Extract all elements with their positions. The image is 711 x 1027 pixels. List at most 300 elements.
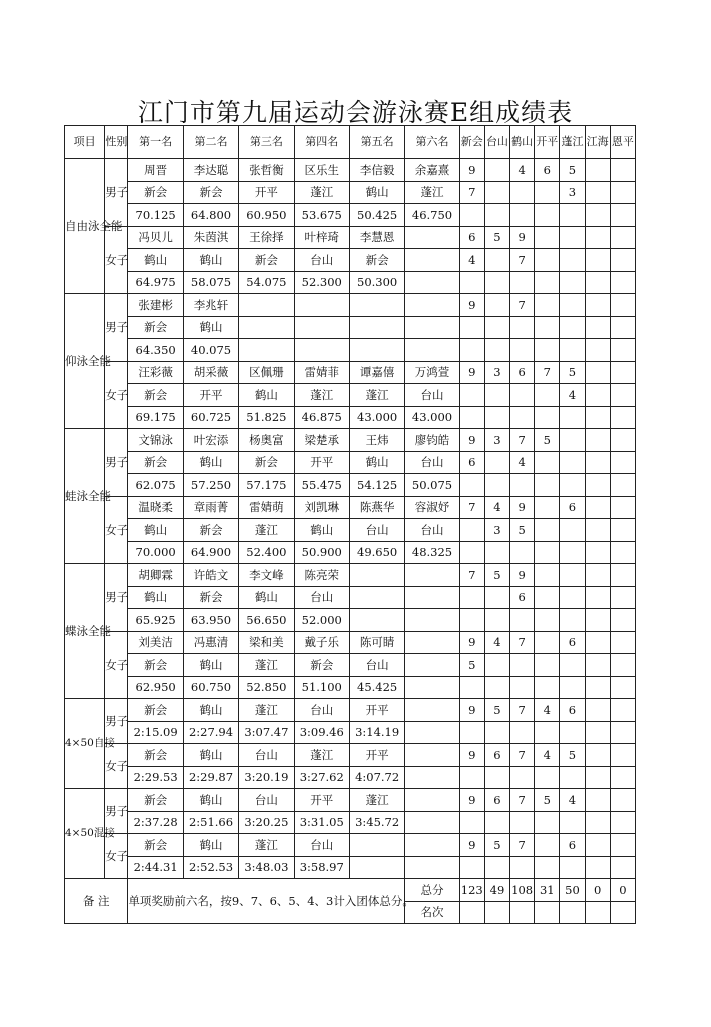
- result-cell: 70.000: [128, 541, 183, 564]
- score-cell: 3: [484, 429, 509, 452]
- table-row: [65, 384, 636, 407]
- score-cell: [560, 541, 585, 564]
- score-cell: [610, 406, 635, 429]
- score-cell: [610, 316, 635, 339]
- result-cell: [405, 564, 459, 587]
- score-cell: [585, 316, 610, 339]
- result-cell: 陈可睛: [349, 631, 404, 654]
- score-cell: 9: [459, 631, 484, 654]
- result-cell: 3:45.72: [349, 811, 404, 834]
- score-cell: 7: [459, 496, 484, 519]
- result-cell: 许皓文: [183, 564, 238, 587]
- result-cell: [349, 294, 404, 317]
- score-cell: [585, 586, 610, 609]
- total-row: [65, 879, 636, 902]
- score-cell: [484, 474, 509, 497]
- score-cell: [510, 721, 535, 744]
- result-cell: [349, 586, 404, 609]
- result-cell: 2:51.66: [183, 811, 238, 834]
- table-row: [65, 474, 636, 497]
- score-cell: [560, 204, 585, 227]
- score-cell: [610, 609, 635, 632]
- score-cell: [560, 811, 585, 834]
- event-name: 蝶泳全能: [65, 564, 105, 699]
- result-cell: 王徐择: [239, 226, 294, 249]
- table-row: [65, 204, 636, 227]
- result-cell: 鹤山: [349, 181, 404, 204]
- result-cell: 新会: [183, 181, 238, 204]
- score-cell: [610, 429, 635, 452]
- result-cell: 2:37.28: [128, 811, 183, 834]
- score-cell: [535, 834, 560, 857]
- score-cell: [484, 609, 509, 632]
- table-row: [65, 699, 636, 722]
- result-cell: 李信毅: [349, 159, 404, 182]
- result-cell: [349, 834, 404, 857]
- score-cell: [585, 271, 610, 294]
- score-cell: 5: [535, 789, 560, 812]
- score-cell: 7: [510, 789, 535, 812]
- result-cell: 50.900: [294, 541, 349, 564]
- result-cell: 62.075: [128, 474, 183, 497]
- score-cell: 7: [510, 744, 535, 767]
- score-cell: [459, 339, 484, 362]
- result-cell: 52.000: [294, 609, 349, 632]
- header-gender: 性别: [105, 126, 128, 159]
- result-cell: [294, 339, 349, 362]
- result-cell: 58.075: [183, 271, 238, 294]
- score-cell: [560, 721, 585, 744]
- table-row: [65, 406, 636, 429]
- result-cell: 新会: [183, 519, 238, 542]
- score-cell: 6: [510, 361, 535, 384]
- score-cell: [610, 586, 635, 609]
- score-cell: [459, 204, 484, 227]
- table-row: [65, 654, 636, 677]
- score-cell: [484, 541, 509, 564]
- result-cell: [405, 699, 459, 722]
- result-cell: 2:44.31: [128, 856, 183, 879]
- result-cell: 台山: [405, 519, 459, 542]
- result-cell: 新会: [183, 586, 238, 609]
- score-cell: [459, 406, 484, 429]
- table-row: [65, 249, 636, 272]
- result-cell: 鹤山: [128, 249, 183, 272]
- score-cell: 6: [560, 699, 585, 722]
- score-cell: [610, 856, 635, 879]
- result-cell: 52.850: [239, 676, 294, 699]
- score-cell: [560, 766, 585, 789]
- score-cell: [484, 721, 509, 744]
- result-cell: 新会: [128, 451, 183, 474]
- result-cell: [405, 789, 459, 812]
- score-cell: 9: [459, 429, 484, 452]
- result-cell: [239, 339, 294, 362]
- score-cell: [560, 856, 585, 879]
- total-score: 0: [585, 879, 610, 902]
- result-cell: 开平: [349, 744, 404, 767]
- score-cell: 9: [459, 159, 484, 182]
- table-row: [65, 811, 636, 834]
- score-cell: [610, 271, 635, 294]
- score-cell: [535, 609, 560, 632]
- score-cell: [560, 564, 585, 587]
- rank-cell: [560, 901, 585, 924]
- result-cell: 70.125: [128, 204, 183, 227]
- result-cell: 新会: [128, 789, 183, 812]
- score-cell: [535, 181, 560, 204]
- result-cell: 51.100: [294, 676, 349, 699]
- score-cell: [510, 271, 535, 294]
- score-cell: [459, 609, 484, 632]
- score-cell: [535, 226, 560, 249]
- result-cell: 63.950: [183, 609, 238, 632]
- event-name: 蛙泳全能: [65, 429, 105, 564]
- result-cell: 谭嘉僖: [349, 361, 404, 384]
- header-place-1: 第一名: [128, 126, 183, 159]
- result-cell: 3:48.03: [239, 856, 294, 879]
- result-cell: 鹤山: [183, 744, 238, 767]
- result-cell: 54.125: [349, 474, 404, 497]
- result-cell: [405, 676, 459, 699]
- result-cell: 李达聪: [183, 159, 238, 182]
- score-cell: [459, 316, 484, 339]
- result-cell: 53.675: [294, 204, 349, 227]
- result-cell: 49.650: [349, 541, 404, 564]
- header-place-3: 第三名: [239, 126, 294, 159]
- table-row: [65, 451, 636, 474]
- score-cell: [510, 204, 535, 227]
- score-cell: [535, 384, 560, 407]
- table-row: [65, 721, 636, 744]
- score-cell: [459, 766, 484, 789]
- score-cell: [610, 159, 635, 182]
- result-cell: 新会: [128, 699, 183, 722]
- table-row: [65, 159, 636, 182]
- score-cell: [610, 766, 635, 789]
- score-cell: 6: [459, 226, 484, 249]
- result-cell: 56.650: [239, 609, 294, 632]
- table-row: [65, 226, 636, 249]
- score-cell: [560, 474, 585, 497]
- result-cell: [405, 271, 459, 294]
- header-team-kaiping: 开平: [535, 126, 560, 159]
- result-cell: 46.750: [405, 204, 459, 227]
- result-cell: [349, 564, 404, 587]
- score-cell: [510, 474, 535, 497]
- result-cell: 64.900: [183, 541, 238, 564]
- score-cell: 9: [459, 294, 484, 317]
- result-cell: [405, 766, 459, 789]
- result-cell: 叶宏添: [183, 429, 238, 452]
- gender-label: 女子: [105, 361, 128, 429]
- score-cell: [535, 631, 560, 654]
- gender-label: 女子: [105, 496, 128, 564]
- result-cell: 冯贝儿: [128, 226, 183, 249]
- score-cell: 5: [560, 744, 585, 767]
- score-cell: 4: [484, 496, 509, 519]
- result-cell: 46.875: [294, 406, 349, 429]
- result-cell: 陈燕华: [349, 496, 404, 519]
- result-cell: 冯惠清: [183, 631, 238, 654]
- result-cell: 台山: [239, 744, 294, 767]
- result-cell: [405, 834, 459, 857]
- score-cell: [484, 159, 509, 182]
- score-cell: 7: [510, 429, 535, 452]
- result-cell: 容淑妤: [405, 496, 459, 519]
- result-cell: 新会: [128, 744, 183, 767]
- table-row: [65, 564, 636, 587]
- score-cell: [459, 474, 484, 497]
- score-cell: [535, 249, 560, 272]
- score-cell: 6: [560, 496, 585, 519]
- score-cell: [560, 676, 585, 699]
- result-cell: 64.975: [128, 271, 183, 294]
- result-cell: 54.075: [239, 271, 294, 294]
- result-cell: 新会: [349, 249, 404, 272]
- result-cell: 蓬江: [294, 181, 349, 204]
- score-cell: [535, 204, 560, 227]
- score-cell: 4: [535, 744, 560, 767]
- result-cell: [405, 294, 459, 317]
- note-text: 单项奖励前六名，按9、7、6、5、4、3计入团体总分。: [128, 879, 405, 924]
- total-score: 108: [510, 879, 535, 902]
- result-cell: 2:15.09: [128, 721, 183, 744]
- result-cell: 65.925: [128, 609, 183, 632]
- result-cell: 鹤山: [183, 834, 238, 857]
- score-cell: [484, 181, 509, 204]
- result-cell: [405, 744, 459, 767]
- score-cell: 9: [459, 789, 484, 812]
- score-cell: [585, 699, 610, 722]
- score-cell: [535, 519, 560, 542]
- result-cell: [405, 586, 459, 609]
- score-cell: [560, 519, 585, 542]
- result-cell: 43.000: [405, 406, 459, 429]
- result-cell: 鹤山: [183, 316, 238, 339]
- result-cell: 新会: [128, 384, 183, 407]
- result-cell: 蓬江: [349, 789, 404, 812]
- result-cell: 蓬江: [294, 384, 349, 407]
- score-cell: [585, 496, 610, 519]
- table-row: [65, 676, 636, 699]
- page-title: 江门市第九届运动会游泳赛E组成绩表: [137, 98, 574, 127]
- result-cell: [405, 249, 459, 272]
- result-cell: 台山: [405, 451, 459, 474]
- result-cell: 57.175: [239, 474, 294, 497]
- result-cell: [294, 294, 349, 317]
- score-cell: [510, 541, 535, 564]
- score-cell: [610, 564, 635, 587]
- score-cell: [560, 654, 585, 677]
- total-score: 31: [535, 879, 560, 902]
- result-cell: 3:14.19: [349, 721, 404, 744]
- score-cell: [610, 384, 635, 407]
- table-row: [65, 789, 636, 812]
- score-cell: [585, 519, 610, 542]
- result-cell: [405, 316, 459, 339]
- score-cell: 6: [484, 789, 509, 812]
- score-cell: [585, 856, 610, 879]
- gender-label: 男子: [105, 564, 128, 632]
- score-cell: 7: [535, 361, 560, 384]
- score-cell: [610, 294, 635, 317]
- result-cell: [294, 316, 349, 339]
- score-cell: 6: [510, 586, 535, 609]
- total-label: 总分: [405, 879, 459, 902]
- score-cell: 7: [459, 564, 484, 587]
- result-cell: 汪彩薇: [128, 361, 183, 384]
- score-cell: [484, 811, 509, 834]
- result-cell: 4:07.72: [349, 766, 404, 789]
- score-cell: [585, 226, 610, 249]
- result-cell: 戴子乐: [294, 631, 349, 654]
- score-cell: [585, 406, 610, 429]
- score-cell: [610, 474, 635, 497]
- score-cell: [585, 181, 610, 204]
- table-row: [65, 361, 636, 384]
- result-cell: 新会: [128, 181, 183, 204]
- result-cell: 台山: [349, 654, 404, 677]
- result-cell: 55.475: [294, 474, 349, 497]
- score-cell: [610, 744, 635, 767]
- result-cell: 叶梓琦: [294, 226, 349, 249]
- score-cell: [535, 676, 560, 699]
- gender-label: 男子: [105, 429, 128, 497]
- score-cell: 6: [535, 159, 560, 182]
- score-cell: 6: [560, 834, 585, 857]
- header-event: 项目: [65, 126, 105, 159]
- result-cell: 开平: [239, 181, 294, 204]
- score-cell: [585, 744, 610, 767]
- total-score: 50: [560, 879, 585, 902]
- score-cell: [610, 654, 635, 677]
- result-cell: [405, 721, 459, 744]
- score-cell: [610, 699, 635, 722]
- result-cell: 鹤山: [239, 384, 294, 407]
- score-cell: 9: [459, 744, 484, 767]
- score-cell: 4: [459, 249, 484, 272]
- result-cell: 2:29.53: [128, 766, 183, 789]
- result-cell: 万鸿萱: [405, 361, 459, 384]
- header-team-xinhui: 新会: [459, 126, 484, 159]
- result-cell: 刘美洁: [128, 631, 183, 654]
- score-cell: 9: [510, 496, 535, 519]
- result-cell: 台山: [294, 699, 349, 722]
- result-cell: 52.300: [294, 271, 349, 294]
- score-cell: [560, 294, 585, 317]
- score-cell: 4: [560, 789, 585, 812]
- result-cell: 雷婧萌: [239, 496, 294, 519]
- score-cell: 7: [510, 631, 535, 654]
- result-cell: 梁和美: [239, 631, 294, 654]
- result-cell: 台山: [405, 384, 459, 407]
- result-cell: 50.425: [349, 204, 404, 227]
- result-cell: 新会: [128, 316, 183, 339]
- gender-label: 男子: [105, 699, 128, 744]
- score-cell: [610, 249, 635, 272]
- result-cell: 蓬江: [239, 654, 294, 677]
- score-cell: [459, 541, 484, 564]
- result-cell: [239, 316, 294, 339]
- result-cell: 周晋: [128, 159, 183, 182]
- result-cell: 鹤山: [183, 699, 238, 722]
- result-cell: 2:29.87: [183, 766, 238, 789]
- score-cell: [535, 564, 560, 587]
- score-cell: [560, 406, 585, 429]
- score-cell: [535, 811, 560, 834]
- result-cell: 2:52.53: [183, 856, 238, 879]
- table-row: [65, 429, 636, 452]
- score-cell: 6: [484, 744, 509, 767]
- score-cell: [585, 294, 610, 317]
- score-cell: 3: [484, 519, 509, 542]
- result-cell: 李慧恩: [349, 226, 404, 249]
- result-cell: 胡卿霖: [128, 564, 183, 587]
- score-cell: [510, 384, 535, 407]
- result-cell: 鹤山: [294, 519, 349, 542]
- result-cell: 40.075: [183, 339, 238, 362]
- result-cell: 鹤山: [128, 586, 183, 609]
- total-score: 123: [459, 879, 484, 902]
- result-cell: 3:20.25: [239, 811, 294, 834]
- result-cell: 43.000: [349, 406, 404, 429]
- result-cell: 51.825: [239, 406, 294, 429]
- score-cell: [484, 406, 509, 429]
- rank-cell: [585, 901, 610, 924]
- score-cell: [535, 339, 560, 362]
- table-row: [65, 294, 636, 317]
- result-cell: 52.400: [239, 541, 294, 564]
- header-place-4: 第四名: [294, 126, 349, 159]
- score-cell: 3: [560, 181, 585, 204]
- score-cell: [585, 361, 610, 384]
- table-row: [65, 271, 636, 294]
- score-cell: [510, 766, 535, 789]
- score-cell: [585, 339, 610, 362]
- result-cell: 台山: [239, 789, 294, 812]
- score-cell: 5: [484, 564, 509, 587]
- score-cell: [610, 631, 635, 654]
- result-cell: 鹤山: [183, 654, 238, 677]
- score-cell: [585, 249, 610, 272]
- score-cell: [535, 406, 560, 429]
- result-cell: 64.800: [183, 204, 238, 227]
- result-cell: 李兆轩: [183, 294, 238, 317]
- result-cell: [405, 654, 459, 677]
- score-cell: 7: [459, 181, 484, 204]
- result-cell: 45.425: [349, 676, 404, 699]
- score-cell: [484, 856, 509, 879]
- result-cell: 鹤山: [349, 451, 404, 474]
- gender-label: 女子: [105, 226, 128, 294]
- score-cell: [535, 474, 560, 497]
- result-cell: 3:31.05: [294, 811, 349, 834]
- score-cell: [610, 361, 635, 384]
- header-team-taishan: 台山: [484, 126, 509, 159]
- result-cell: [239, 294, 294, 317]
- result-cell: 王炜: [349, 429, 404, 452]
- score-cell: [459, 721, 484, 744]
- score-cell: [560, 586, 585, 609]
- header-place-2: 第二名: [183, 126, 238, 159]
- result-cell: 廖钧皓: [405, 429, 459, 452]
- score-cell: [484, 271, 509, 294]
- result-cell: 3:27.62: [294, 766, 349, 789]
- score-cell: [585, 721, 610, 744]
- score-cell: [585, 384, 610, 407]
- score-cell: 9: [459, 834, 484, 857]
